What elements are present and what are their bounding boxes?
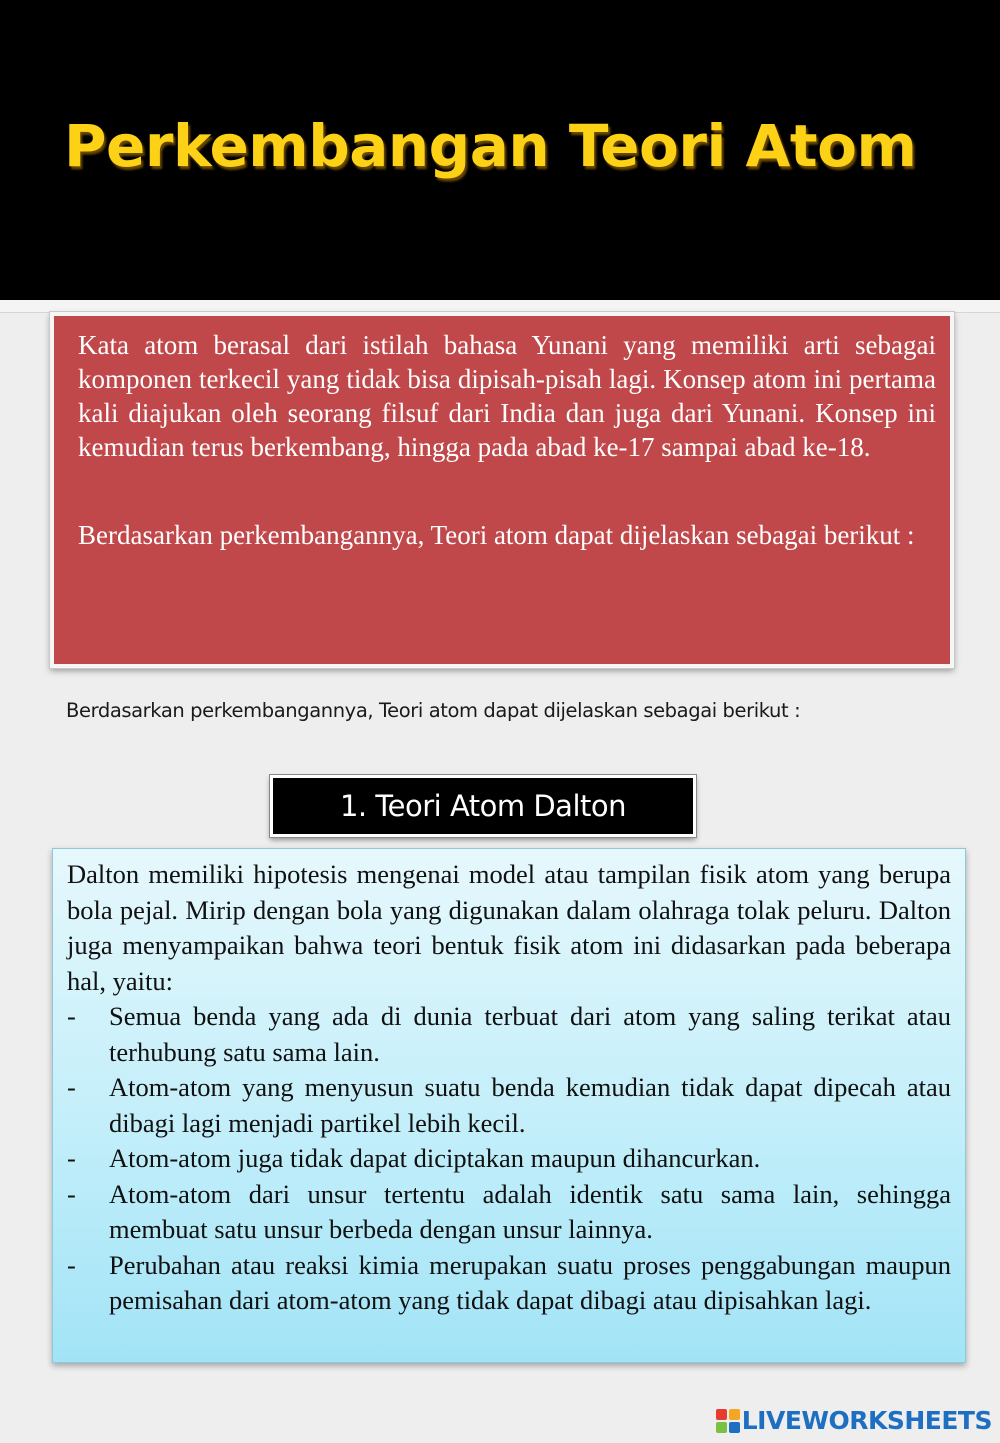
list-item-text: Atom-atom dari unsur tertentu adalah identik satu sama lain, sehingga membuat satu unsur berbeda dengan unsur lainnya.	[109, 1178, 951, 1244]
dalton-points-list	[67, 999, 951, 1319]
bullet-dash: -	[67, 1249, 76, 1280]
intro-paragraph: Kata atom berasal dari istilah bahasa Yunani yang memiliki arti sebagai komponen terkecil yang tidak bisa dipisah-pisah lagi. Konsep atom ini pertama kali diajukan oleh seorang filsuf dari India dan juga dari Yunani. Konsep ini kemudian terus berkembang, hingga pada abad ke-17 sampai abad ke-18.	[78, 330, 936, 462]
dalton-theory-box	[52, 848, 966, 1363]
list-item-text: Semua benda yang ada di dunia terbuat dari atom yang saling terikat atau terhubung satu sama lain.	[109, 1001, 951, 1067]
bullet-dash: -	[67, 1072, 76, 1102]
list-item	[67, 1141, 951, 1177]
bullet-dash: -	[67, 1178, 76, 1209]
list-item-text: Atom-atom juga tidak dapat diciptakan maupun dihancurkan.	[109, 1143, 761, 1173]
section-caption: Berdasarkan perkembangannya, Teori atom dapat dijelaskan sebagai berikut :	[66, 699, 801, 722]
list-item-text: Atom-atom yang menyusun suatu benda kemudian tidak dapat dipecah atau dibagi lagi menjadi partikel lebih kecil.	[109, 1072, 951, 1138]
bullet-dash: -	[67, 1001, 76, 1031]
intro-box	[50, 312, 954, 668]
list-item	[67, 1177, 951, 1248]
bullet-dash: -	[67, 1143, 76, 1173]
logo-tile-green	[716, 1422, 727, 1433]
list-item-text: Perubahan atau reaksi kimia merupakan suatu proses penggabungan maupun pemisahan dari atom-atom yang tidak dapat dibagi atau dipisahkan lagi.	[109, 1249, 951, 1315]
brand-text: LIVEWORKSHEETS	[741, 1406, 992, 1435]
liveworksheets-brand[interactable]	[716, 1406, 992, 1435]
intro-paragraph-followup: Berdasarkan perkembangannya, Teori atom dapat dijelaskan sebagai berikut :	[78, 520, 915, 550]
dalton-paragraph: Dalton memiliki hipotesis mengenai model atau tampilan fisik atom yang berupa bola pejal. Mirip dengan bola yang digunakan dalam olahraga tolak peluru. Dalton juga menyampaikan bahwa teori bentuk fisik atom ini didasarkan pada beberapa hal, yaitu:	[67, 859, 951, 996]
page-title: Perkembangan Teori Atom	[64, 112, 917, 180]
list-item	[67, 1070, 951, 1141]
list-item	[67, 1248, 951, 1319]
logo-tile-orange	[729, 1409, 740, 1420]
logo-tile-red	[716, 1409, 727, 1420]
logo-tile-blue	[729, 1422, 740, 1433]
list-item	[67, 999, 951, 1070]
liveworksheets-logo-icon	[716, 1409, 740, 1433]
section-heading-dalton: 1. Teori Atom Dalton	[270, 775, 696, 837]
